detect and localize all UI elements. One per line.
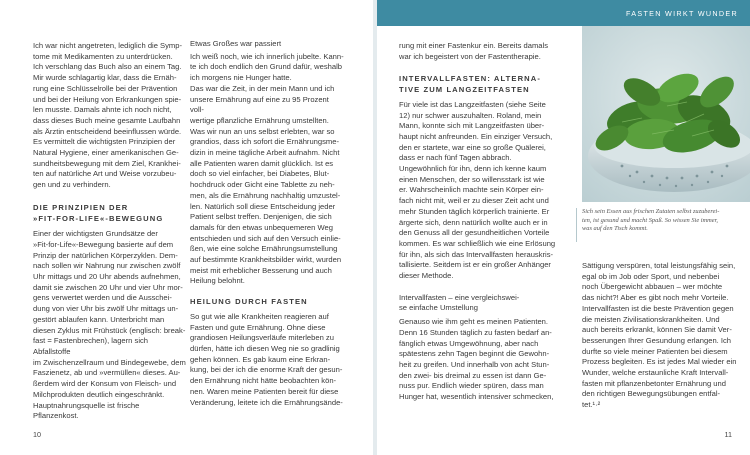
text-line: egal ob im Job oder Sport, und nebenbei xyxy=(582,271,720,281)
text-line: tome mit Medikamenten zu unterdrücken. xyxy=(33,51,173,61)
text-line: »FIT-FOR-LIFE«-BEWEGUNG xyxy=(33,213,164,223)
text-line: Hauptnahrungsquelle ist frische Pflanzenkost. xyxy=(33,400,140,421)
text-line: Hunger hat, wesentlich intensiver schmecken, xyxy=(399,392,554,402)
text-line: nach sollen wir Nahrung nur zwischen zwölf xyxy=(33,261,181,271)
text-line: haupt nicht anfreunden. Ein einziger Versuch, xyxy=(399,131,553,141)
text-line: gehen können. Es gab kaum eine Erkran- xyxy=(190,354,331,364)
text-line: war ich begeistert von der Fastentherapie. xyxy=(399,51,541,61)
text-line: ßen, wie eine solche Ernährungsumstellung xyxy=(190,244,338,254)
text-line: den er startete, war eine so große Quälerei, xyxy=(399,142,546,152)
text-line: ich morgens nie Hunger hatte. xyxy=(190,73,292,83)
text-line: fänglich etwas Umgewöhnung, aber nach xyxy=(399,338,539,348)
text-line: Ungewöhnlich für ihn, denn ich kenne kaum xyxy=(399,164,547,174)
text-line: se einfache Umstellung xyxy=(399,303,478,313)
text-line: ten auf natürliche Art und Weise vorzubeu- xyxy=(33,169,177,179)
text-line: DIE PRINZIPIEN DER xyxy=(33,202,129,212)
text-line: dass er nach fünf Tagen abbrach. xyxy=(399,153,512,163)
text-line: Uhr mittags und 20 Uhr abends aufnehmen, xyxy=(33,272,181,282)
caption-rule xyxy=(576,208,577,242)
text-line: gens verwertet werden und die Ausschei- xyxy=(33,293,172,303)
text-line: auf bestimmte Krankheitsbilder wirkt, wurden xyxy=(190,255,342,265)
text-line: Denn 16 Stunden täglich zu fasten bedarf an- xyxy=(399,327,552,337)
text-line: fasten mit pflanzenbetonter Ernährung und xyxy=(582,378,726,388)
text-line: te ich doch endlich den Grund dafür, weshalb xyxy=(190,62,342,72)
text-line: grandios, dass ich sofort die Ernährungsme- xyxy=(190,137,339,147)
text-line: kung, bei der ich die enorme Kraft der gesun- xyxy=(190,365,343,375)
text-line: für ihn, als sich das Intervallfasten herauskris- xyxy=(399,249,554,259)
paragraph xyxy=(33,229,187,422)
paragraph xyxy=(190,312,344,408)
text-line: im Zwischenzellraum und Bindegewebe, dem xyxy=(33,357,186,367)
text-line: dung von vier Uhr bis zwölf Uhr mittags un- xyxy=(33,304,179,314)
text-line: entschieden und sich auf den Versuch einlie- xyxy=(190,233,341,243)
column-3 xyxy=(399,41,571,403)
text-line: als Ärztin entscheidend beeinflussen würde. xyxy=(33,126,182,136)
text-line: dieser Methode. xyxy=(399,271,454,281)
photo-caption xyxy=(582,208,744,234)
column-4 xyxy=(582,261,742,411)
spinach-photo xyxy=(582,26,750,202)
text-line: Es vermittelt die wichtigsten Prinzipien der xyxy=(33,137,176,147)
text-line: »Fit-for-Life«-Bewegung basierte auf dem xyxy=(33,239,174,249)
caption-line: was auf den Tisch kommt. xyxy=(582,225,648,233)
subheading-simple-change xyxy=(399,293,571,314)
text-line: Mann, konnte sich mit Langzeitfasten über- xyxy=(399,121,545,131)
text-line: rung mit einer Fastenkur ein. Bereits damals xyxy=(399,41,548,50)
text-line: Ich weiß noch, wie ich innerlich jubelte. Kann- xyxy=(190,51,344,61)
text-line: Milchprodukten deutlich eingeschränkt. xyxy=(33,389,165,399)
text-line: fach nicht mit, weil er zu dieser Zeit acht und xyxy=(399,196,549,206)
text-line: auch bereits erkrankt, können Sie damit Ver- xyxy=(582,325,732,335)
text-line: rung eine Schlüsselrolle bei der Prävention xyxy=(33,83,178,93)
text-line: Intervallfasten – eine vergleichswei- xyxy=(399,292,520,302)
text-line: kommen. Es war schließlich wie eine Erlösung xyxy=(399,238,556,248)
text-line: noch Übergewicht abbauen – wer möchte xyxy=(582,282,723,292)
text-line: 12) nur schwer auszuhalten. Roland, mein xyxy=(399,110,542,120)
text-line: Veränderung, leitete ich die Ernährungsände- xyxy=(190,397,343,407)
text-line: men, als die Ernährung nachhaltig umzustel- xyxy=(190,190,341,200)
text-line: mehr Stunden täglich körperlich trainierte. Er xyxy=(399,206,550,216)
right-page xyxy=(377,0,750,455)
paragraph xyxy=(399,41,571,62)
text-line: Fasten und gute Ernährung. Ohne diese xyxy=(190,322,326,332)
text-line: ßerdem wird der Konsum von Fleisch- und xyxy=(33,379,177,389)
text-line: diesen Zyklus mit Frühstück (englisch: break- xyxy=(33,325,186,335)
caption-line: ten, ist gesund und macht Spaß. So wissen Sie immer, xyxy=(582,216,718,224)
page-number-right: 11 xyxy=(724,430,732,439)
text-line: sundheitsbewegung mit dem Ziel, Krankhei- xyxy=(33,158,181,168)
text-line: Natural Hygiene, einer amerikanischen Ge- xyxy=(33,148,179,158)
text-line: dass dieses Buch meine gesamte Laufbahn xyxy=(33,115,181,125)
paragraph xyxy=(399,317,571,403)
page-number-left: 10 xyxy=(33,430,41,439)
running-head-bar xyxy=(377,0,750,26)
text-line: einen Menschen, der so willensstark ist wie xyxy=(399,174,545,184)
text-line: Ich war nicht angetreten, lediglich die Symp- xyxy=(33,41,182,50)
text-line: Für viele ist das Langzeitfasten (siehe Seite xyxy=(399,99,546,109)
text-line: Wunder, welche erstaunliche Kraft Intervall- xyxy=(582,368,729,378)
text-line: besserungen Ihrer Gesundung erlangen. Ich xyxy=(582,335,732,345)
text-line: Genauso wie ihm geht es meinen Patienten. xyxy=(399,317,549,327)
text-line: tet.¹·² xyxy=(582,400,601,410)
text-line: nen. Waren meine Patienten bereit für diese xyxy=(190,386,339,396)
text-line: Intervallfasten ist die beste Prävention gegen xyxy=(582,303,734,313)
text-line: Sättigung verspüren, total leistungsfähig sein, xyxy=(582,261,736,270)
text-line: unsere Ernährung auf eine zu 95 Prozent voll- xyxy=(190,94,329,115)
text-line: Patient selbst treffen. Denjenigen, die sich xyxy=(190,212,332,222)
text-line: spätestens zehn Tagen beginnt die Gewohn- xyxy=(399,349,550,359)
text-line: den Ernährung nicht hätte beobachten kön- xyxy=(190,376,337,386)
section-heading-healing: HEILUNG DURCH FASTEN xyxy=(190,297,308,307)
text-line: Prinzip der natürlichen Körperzyklen. Dem- xyxy=(33,250,178,260)
text-line: das nicht?! Aber es gibt noch mehr Vorteile. xyxy=(582,293,729,303)
spinach-colander-image xyxy=(582,26,750,202)
text-line: TIVE ZUM LANGZEITFASTEN xyxy=(399,85,530,95)
text-line: den richtigen Bewegungsübungen entfal- xyxy=(582,389,721,399)
text-line: ärgerte sich, denn natürlich wollte auch er in xyxy=(399,217,548,227)
subheading-something-big: Etwas Großes war passiert xyxy=(190,39,282,48)
text-line: Ich verschlang das Buch also an einem Tag. xyxy=(33,62,182,72)
paragraph xyxy=(190,52,344,287)
section-heading-principles xyxy=(33,203,187,224)
text-line: grandiosen Heilungsverläufe miterleben zu xyxy=(190,333,334,343)
text-line: nuss pur. Endlich wieder spüren, dass man xyxy=(399,381,544,391)
text-line: len. Natürlich soll diese Entscheidung jeder xyxy=(190,201,336,211)
text-line: damit sie zwischen 20 Uhr und vier Uhr mor- xyxy=(33,282,183,292)
paragraph xyxy=(33,41,187,191)
text-line: dizin in meine tägliche Arbeit aufnahm. Nicht xyxy=(190,148,340,158)
text-line: damals für den etwas unbequemeren Weg xyxy=(190,222,333,232)
text-line: durfte so viele meiner Patienten bei diesem xyxy=(582,346,728,356)
text-line: Das war die Zeit, in der mein Mann und ich xyxy=(190,83,335,93)
text-line: Prozess begleiten. Es ist jedes Mal wieder ein xyxy=(582,357,737,367)
text-line: tallisierte. Seitdem ist er ein großer Anhänger xyxy=(399,260,551,270)
text-line: doch so viel einfacher, bei Diabetes, Blut- xyxy=(190,169,330,179)
caption-line: Sich sein Essen aus frischen Zutaten selbst zuzuberei- xyxy=(582,208,720,215)
text-line: den zwei- bis dreimal zu essen ist dann Ge- xyxy=(399,370,547,380)
text-line: hochdruck oder Gicht eine Tablette zu neh- xyxy=(190,180,335,190)
running-head: FASTEN WIRKT WUNDER xyxy=(625,9,738,18)
text-line: INTERVALLFASTEN: ALTERNA- xyxy=(399,74,541,84)
text-line: die meisten Zivilisationskrankheiten. Und xyxy=(582,314,720,324)
text-line: Mir wurde schlagartig klar, dass die Ernäh- xyxy=(33,73,177,83)
text-line: So gut wie alle Krankheiten reagieren auf xyxy=(190,311,329,321)
text-line: meist mit erheblicher Besserung und auch xyxy=(190,265,332,275)
column-2 xyxy=(190,39,344,408)
text-line: wertige pflanzliche Ernährung umstellten. xyxy=(190,115,329,125)
text-line: gen und zu verhindern. xyxy=(33,180,111,190)
text-line: heit zu greifen. Und innerhalb von acht Stun- xyxy=(399,359,550,369)
section-heading-interval xyxy=(399,74,571,95)
paragraph xyxy=(399,100,571,282)
text-line: fast = Fastenbrechen), lagern sich Abfallstoffe xyxy=(33,336,149,356)
text-line: Faszienetz, ab und »vermüllen« dieses. Au- xyxy=(33,368,181,378)
text-line: und bei der Heilung von Erkrankungen spie- xyxy=(33,94,182,104)
left-page xyxy=(0,0,373,455)
text-line: den Genuss all der gesundheitlichen Vorteile xyxy=(399,228,550,238)
text-line: alle Patienten waren damit glücklich. Ist es xyxy=(190,158,334,168)
text-line: Heilung belohnt. xyxy=(190,276,245,286)
text-line: len musste. Damals ahnte ich noch nicht, xyxy=(33,105,172,115)
column-1 xyxy=(33,41,187,422)
paragraph xyxy=(582,261,742,411)
text-line: gestört ablaufen kann. Unterbricht man xyxy=(33,314,165,324)
text-line: er. Wahrscheinlich machte sein Körper ein- xyxy=(399,185,544,195)
text-line: Was wir nun an uns selbst erlebten, war so xyxy=(190,126,335,136)
text-line: dürfen, hätte ich diesen Weg nie so gradlinig xyxy=(190,343,340,353)
text-line: Einer der wichtigsten Grundsätze der xyxy=(33,229,158,239)
